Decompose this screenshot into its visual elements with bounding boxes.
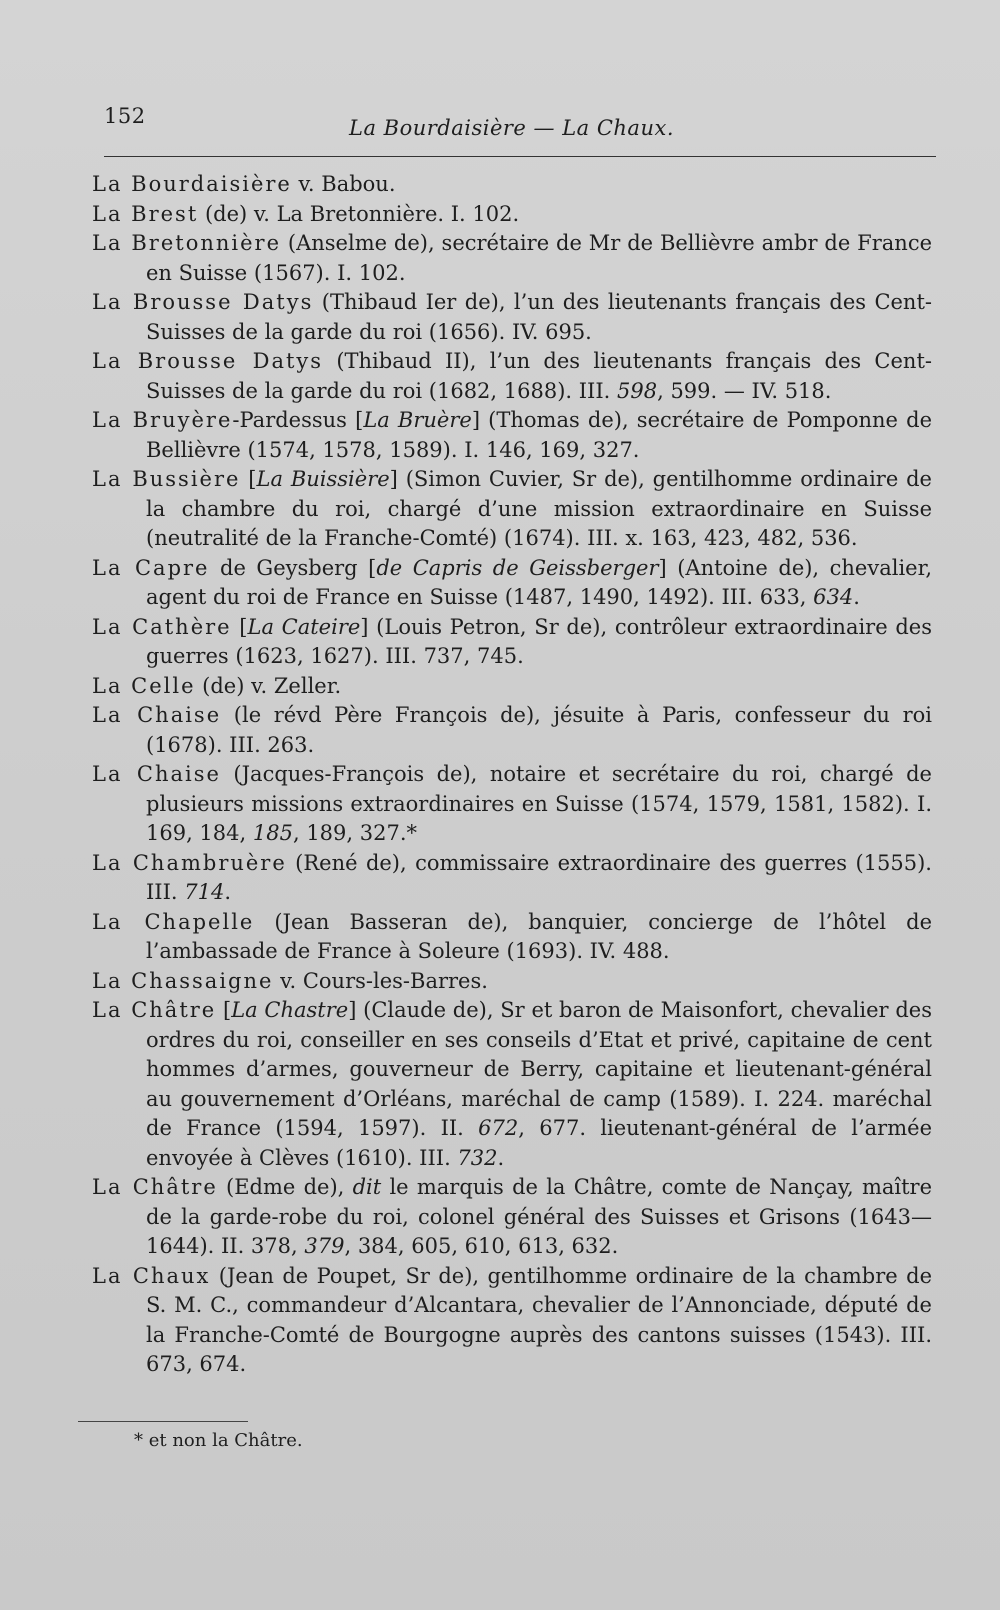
index-entry (92, 996, 932, 1173)
entry-italic-text: 634 (813, 585, 854, 609)
entry-text: (de) v. Zeller. (195, 673, 342, 698)
entry-text: (Jean Basseran de), banquier, concierge de l’hôtel de l’ambassade de France à Soleure (1693). IV. 488. (146, 909, 932, 963)
entry-headword: La Châtre (92, 998, 217, 1022)
index-entry (92, 701, 932, 760)
entry-headword: La Bruyère (92, 408, 233, 432)
index-entry (92, 760, 932, 849)
index-entries (92, 170, 932, 1380)
entry-italic-text: 379 (304, 1234, 345, 1258)
entry-headword: La Chaise (92, 703, 222, 727)
header-rule (104, 156, 936, 157)
entry-headword: La Celle (92, 673, 196, 698)
entry-text: ] (Louis Petron, Sr de), contrôleur extraordinaire des guerres (1623, 1627). III. 737, 745. (146, 614, 932, 668)
entry-headword: La Cathère (92, 614, 232, 639)
index-entry (92, 1173, 932, 1262)
index-entry (92, 406, 932, 465)
entry-text: le marquis de la Châtre, comte de Nançay, maître de la garde-robe du roi, colonel général des Suisses et Grisons (1643—1644). II. 378, (146, 1175, 932, 1258)
entry-text: [ (240, 467, 257, 491)
index-entry (92, 849, 932, 908)
index-entry (92, 613, 932, 672)
entry-text: (René de), commissaire extraordinaire des guerres (1555). III. (146, 850, 932, 904)
entry-text: ] (Simon Cuvier, Sr de), gentilhomme ordinaire de la chambre du roi, chargé d’une mission extraordinaire en Suisse (neutralité de la Franche-Comté) (1674). III. x. 163, 423, 482, 536. (146, 467, 932, 550)
entry-italic-text: 714 (184, 880, 225, 904)
index-entry (92, 288, 932, 347)
entry-headword: La Brousse Datys (92, 349, 324, 373)
entry-headword: La Chapelle (92, 909, 255, 934)
entry-text: (Jean de Poupet, Sr de), gentilhomme ordinaire de la chambre de S. M. C., commandeur d’Alcantara, chevalier de l’Annonciade, député de la Franche-Comté de Bourgogne auprès des cantons suisses (1543). III. 673, 674. (146, 1263, 932, 1376)
index-entry (92, 170, 932, 200)
index-entry (92, 908, 932, 967)
entry-italic-text: La Chastre (231, 998, 349, 1022)
entry-text: ] (Claude de), Sr et baron de Maisonfort, chevalier des ordres du roi, conseiller en ses conseils d’Etat et privé, capitaine de cent hommes d’armes, gouverneur de Berry, capitaine et lieutenant-général au gouvernement d’Orléans, maréchal de camp (1589). I. 224. maréchal de France (1594, 1597). II. (146, 998, 932, 1140)
entry-headword: La Châtre (92, 1175, 218, 1199)
entry-italic-text: La Bruère (363, 408, 472, 432)
entry-text: , 384, 605, 610, 613, 632. (344, 1234, 619, 1258)
entry-text: (Thibaud II), l’un des lieutenants français des Cent-Suisses de la garde du roi (1682, 1688). III. (146, 349, 932, 403)
index-entry (92, 672, 932, 702)
footnote-rule (78, 1421, 248, 1422)
entry-text: , 599. — IV. 518. (657, 378, 832, 403)
entry-text: v. Cours-les-Barres. (273, 968, 488, 993)
page-number: 152 (104, 104, 146, 128)
entry-italic-text: La Cateire (247, 614, 361, 639)
entry-italic-text: 185 (252, 821, 293, 845)
index-entry (92, 554, 932, 613)
entry-text: -Pardessus [ (232, 408, 364, 432)
entry-headword: La Bretonnière (92, 231, 281, 255)
index-entry (92, 465, 932, 554)
entry-headword: La Chassaigne (92, 968, 274, 993)
index-entry (92, 347, 932, 406)
entry-text: . (853, 585, 860, 609)
entry-headword: La Bussière (92, 467, 241, 491)
entry-headword: La Brousse Datys (92, 290, 314, 314)
index-entry (92, 200, 932, 230)
entry-text: (le révd Père François de), jésuite à Paris, confesseur du roi (1678). III. 263. (146, 703, 932, 757)
entry-headword: La Brest (92, 201, 199, 226)
entry-italic-text: La Buissière (256, 467, 390, 491)
entry-text: de Geysberg [ (209, 555, 377, 580)
entry-italic-text: 672 (478, 1116, 519, 1140)
running-head: La Bourdaisière — La Chaux. (349, 116, 674, 140)
entry-text: v. Babou. (291, 172, 396, 196)
entry-headword: La Chaux (92, 1263, 211, 1288)
entry-text: [ (231, 614, 248, 639)
index-entry (92, 1262, 932, 1380)
index-entry (92, 967, 932, 997)
entry-text: . (224, 880, 232, 904)
entry-text: (de) v. La Bretonnière. I. 102. (198, 201, 520, 226)
entry-text: [ (216, 998, 232, 1022)
entry-text: , 677. lieutenant-général de l’armée envoyée à Clèves (1610). III. (146, 1116, 932, 1170)
entry-text: (Thibaud Ier de), l’un des lieutenants français des Cent-Suisses de la garde du roi (1656). IV. 695. (146, 290, 932, 344)
index-entry (92, 229, 932, 288)
entry-headword: La Bourdaisière (92, 172, 292, 196)
entry-italic-text: 598 (617, 378, 658, 403)
entry-text: , 189, 327.* (292, 821, 418, 845)
entry-text: (Anselme de), secrétaire de Mr de Bellièvre ambr de France en Suisse (1567). I. 102. (146, 231, 933, 285)
entry-text: . (497, 1145, 505, 1170)
page-header (104, 104, 934, 144)
entry-headword: La Chaise (92, 762, 221, 786)
entry-headword: La Capre (92, 555, 210, 580)
footnote: * et non la Châtre. (134, 1430, 303, 1451)
entry-text: ] (Antoine de), chevalier, agent du roi de France en Suisse (1487, 1490, 1492). III. 633, (146, 555, 932, 609)
entry-text: (Jacques-François de), notaire et secrétaire du roi, chargé de plusieurs missions extraordinaires en Suisse (1574, 1579, 1581, 1582). I. 169, 184, (146, 762, 932, 845)
entry-italic-text: dit (352, 1175, 382, 1199)
entry-italic-text: 732 (457, 1145, 498, 1170)
entry-text: ] (Thomas de), secrétaire de Pomponne de Bellièvre (1574, 1578, 1589). I. 146, 169, 327. (146, 408, 932, 462)
entry-headword: La Chambruère (92, 850, 287, 875)
entry-italic-text: de Capris de Geissberger (376, 555, 659, 580)
entry-text: (Edme de), (217, 1175, 353, 1199)
